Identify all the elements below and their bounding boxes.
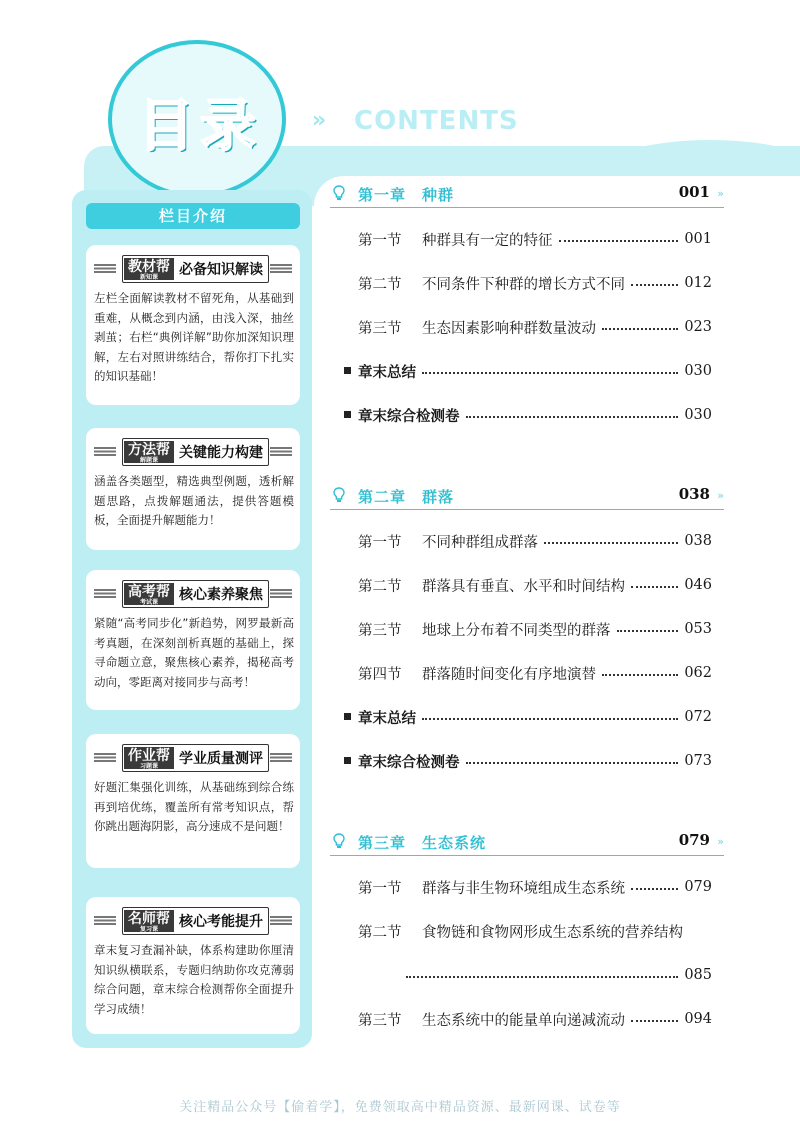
chapter-page: 038 xyxy=(678,485,710,503)
stripe-decoration xyxy=(270,264,292,273)
toc-entry[interactable] xyxy=(330,919,712,943)
section-number: 第三节 xyxy=(358,622,402,639)
section-number: 第三节 xyxy=(358,320,402,337)
bulb-icon xyxy=(332,185,346,201)
section-title: 群落随时间变化有序地演替 xyxy=(422,666,596,683)
section-number: 第二节 xyxy=(358,276,402,293)
stripe-decoration xyxy=(94,447,116,456)
card-body: 章末复习查漏补缺，体系构建助你厘清知识纵横联系，专题归纳助你攻克薄弱综合问题，章末综合检测帮你全面提升学习成绩！ xyxy=(94,943,294,1016)
tag-label: 作业帮 习题课 xyxy=(124,747,174,769)
card-header xyxy=(86,255,300,283)
tag-label: 方法帮 解题课 xyxy=(124,441,174,463)
tag-sub: 复习课 xyxy=(139,926,158,933)
card-tag xyxy=(122,580,269,608)
card-tag xyxy=(122,744,269,772)
card-title: 核心素养聚焦 xyxy=(179,587,263,603)
stripe-decoration xyxy=(94,753,116,762)
intro-card xyxy=(86,428,300,550)
section-page: 073 xyxy=(684,753,712,769)
card-header xyxy=(86,744,300,772)
leader-dots xyxy=(406,976,678,978)
toc-entry[interactable] xyxy=(330,1007,712,1031)
section-page: 053 xyxy=(684,621,712,637)
tag-label: 名师帮 复习课 xyxy=(124,910,174,932)
intro-card xyxy=(86,897,300,1034)
chapter-page: 001 xyxy=(678,183,710,201)
chapter-title: 第一章 种群 xyxy=(358,186,455,204)
card-title: 学业质量测评 xyxy=(179,751,263,767)
chevron-icon: » xyxy=(312,108,325,133)
section-title: 章末综合检测卷 xyxy=(358,408,460,425)
section-page: 030 xyxy=(684,407,712,423)
section-title: 群落具有垂直、水平和时间结构 xyxy=(422,578,625,595)
tag-sub: 新知课 xyxy=(139,274,158,281)
intro-card xyxy=(86,570,300,710)
section-page: 079 xyxy=(684,879,712,895)
leader-dots xyxy=(559,240,679,242)
bulb-icon xyxy=(332,487,346,503)
card-header xyxy=(86,438,300,466)
section-page: 072 xyxy=(684,709,712,725)
section-title: 群落与非生物环境组成生态系统 xyxy=(422,880,625,897)
card-header xyxy=(86,907,300,935)
card-title: 关键能力构建 xyxy=(179,445,263,461)
chevron-icon: » xyxy=(717,835,724,848)
leader-dots xyxy=(466,762,679,764)
chapter-heading[interactable] xyxy=(330,183,724,208)
card-tag xyxy=(122,438,269,466)
leader-dots xyxy=(617,630,679,632)
section-title: 生态因素影响种群数量波动 xyxy=(422,320,596,337)
card-tag xyxy=(122,907,269,935)
toc-entry[interactable] xyxy=(330,573,712,597)
section-title: 种群具有一定的特征 xyxy=(422,232,553,249)
section-page: 030 xyxy=(684,363,712,379)
toc-entry[interactable] xyxy=(330,227,712,251)
section-number: 第三节 xyxy=(358,1012,402,1029)
card-body: 涵盖各类题型，精选典型例题，透析解题思路，点拨解题通法，提供答题模板，全面提升解题能力！ xyxy=(94,474,294,527)
square-bullet-icon xyxy=(344,367,351,374)
card-body: 紧随“高考同步化”新趋势，网罗最新高考真题，在深刻剖析真题的基础上，探寻命题立意，聚焦核心素养，揭秘高考动向，零距离对接同步与高考！ xyxy=(94,616,294,689)
card-title: 必备知识解读 xyxy=(179,262,263,278)
section-page: 062 xyxy=(684,665,712,681)
toc-entry[interactable] xyxy=(330,875,712,899)
stripe-decoration xyxy=(270,447,292,456)
chapter-title: 第三章 生态系统 xyxy=(358,834,487,852)
section-number: 第二节 xyxy=(358,578,402,595)
section-page: 023 xyxy=(684,319,712,335)
section-page: 085 xyxy=(684,967,712,983)
toc-entry-continuation[interactable] xyxy=(330,963,712,987)
section-page: 001 xyxy=(684,231,712,247)
card-tag xyxy=(122,255,269,283)
stripe-decoration xyxy=(270,589,292,598)
tag-label: 高考帮 考试课 xyxy=(124,583,174,605)
section-page: 038 xyxy=(684,533,712,549)
section-title: 生态系统中的能量单向递减流动 xyxy=(422,1012,625,1029)
card-header xyxy=(86,580,300,608)
square-bullet-icon xyxy=(344,757,351,764)
page-title: 目录 xyxy=(138,94,262,159)
toc-entry[interactable] xyxy=(330,705,712,729)
leader-dots xyxy=(631,888,678,890)
section-page: 046 xyxy=(684,577,712,593)
section-title: 章末总结 xyxy=(358,364,416,381)
stripe-decoration xyxy=(270,916,292,925)
page-subtitle: CONTENTS xyxy=(354,106,519,136)
leader-dots xyxy=(466,416,679,418)
leader-dots xyxy=(631,284,678,286)
leader-dots xyxy=(631,1020,678,1022)
section-title: 不同种群组成群落 xyxy=(422,534,538,551)
tag-sub: 解题课 xyxy=(139,457,158,464)
card-title: 核心考能提升 xyxy=(179,914,263,930)
stripe-decoration xyxy=(270,753,292,762)
toc-entry[interactable] xyxy=(330,359,712,383)
section-page: 094 xyxy=(684,1011,712,1027)
chapter-page: 079 xyxy=(678,831,710,849)
footer-watermark: 关注精品公众号【偷着学】，免费领取高中精品资源、最新网课、试卷等 xyxy=(179,1100,621,1115)
tag-sub: 考试课 xyxy=(139,599,158,606)
intro-heading: 栏目介绍 xyxy=(86,203,300,229)
leader-dots xyxy=(422,718,678,720)
section-title: 食物链和食物网形成生态系统的营养结构 xyxy=(422,924,683,941)
tag-label: 教材帮 新知课 xyxy=(124,258,174,280)
bulb-icon xyxy=(332,833,346,849)
chapter-heading[interactable] xyxy=(330,485,724,510)
section-number: 第一节 xyxy=(358,880,402,897)
toc-entry[interactable] xyxy=(330,271,712,295)
tag-sub: 习题课 xyxy=(139,763,158,770)
leader-dots xyxy=(631,586,678,588)
section-number: 第一节 xyxy=(358,232,402,249)
stripe-decoration xyxy=(94,589,116,598)
section-title: 地球上分布着不同类型的群落 xyxy=(422,622,611,639)
leader-dots xyxy=(602,328,678,330)
stripe-decoration xyxy=(94,916,116,925)
section-title: 不同条件下种群的增长方式不同 xyxy=(422,276,625,293)
chapter-heading[interactable] xyxy=(330,831,724,856)
toc-entry[interactable] xyxy=(330,617,712,641)
section-title: 章末综合检测卷 xyxy=(358,754,460,771)
intro-card xyxy=(86,245,300,405)
leader-dots xyxy=(602,674,678,676)
toc-entry[interactable] xyxy=(330,749,712,773)
toc-entry[interactable] xyxy=(330,661,712,685)
chevron-icon: » xyxy=(717,489,724,502)
stripe-decoration xyxy=(94,264,116,273)
card-body: 好题汇集强化训练，从基础练到综合练再到培优练，覆盖所有常考知识点，帮你跳出题海阴影，高分速成不是问题！ xyxy=(94,780,294,833)
section-page: 012 xyxy=(684,275,712,291)
leader-dots xyxy=(544,542,678,544)
section-number: 第二节 xyxy=(358,924,402,941)
chevron-icon: » xyxy=(717,187,724,200)
section-title: 章末总结 xyxy=(358,710,416,727)
intro-card xyxy=(86,734,300,868)
section-number: 第四节 xyxy=(358,666,402,683)
card-body: 左栏全面解读教材不留死角，从基础到重难，从概念到内涵，由浅入深，抽丝剥茧；右栏“典例详解”助你加深知识理解，左右对照讲练结合，帮你打下扎实的知识基础！ xyxy=(94,291,294,383)
leader-dots xyxy=(422,372,678,374)
square-bullet-icon xyxy=(344,713,351,720)
toc-entry[interactable] xyxy=(330,529,712,553)
toc-entry[interactable] xyxy=(330,315,712,339)
chapter-title: 第二章 群落 xyxy=(358,488,455,506)
square-bullet-icon xyxy=(344,411,351,418)
section-number: 第一节 xyxy=(358,534,402,551)
toc-entry[interactable] xyxy=(330,403,712,427)
